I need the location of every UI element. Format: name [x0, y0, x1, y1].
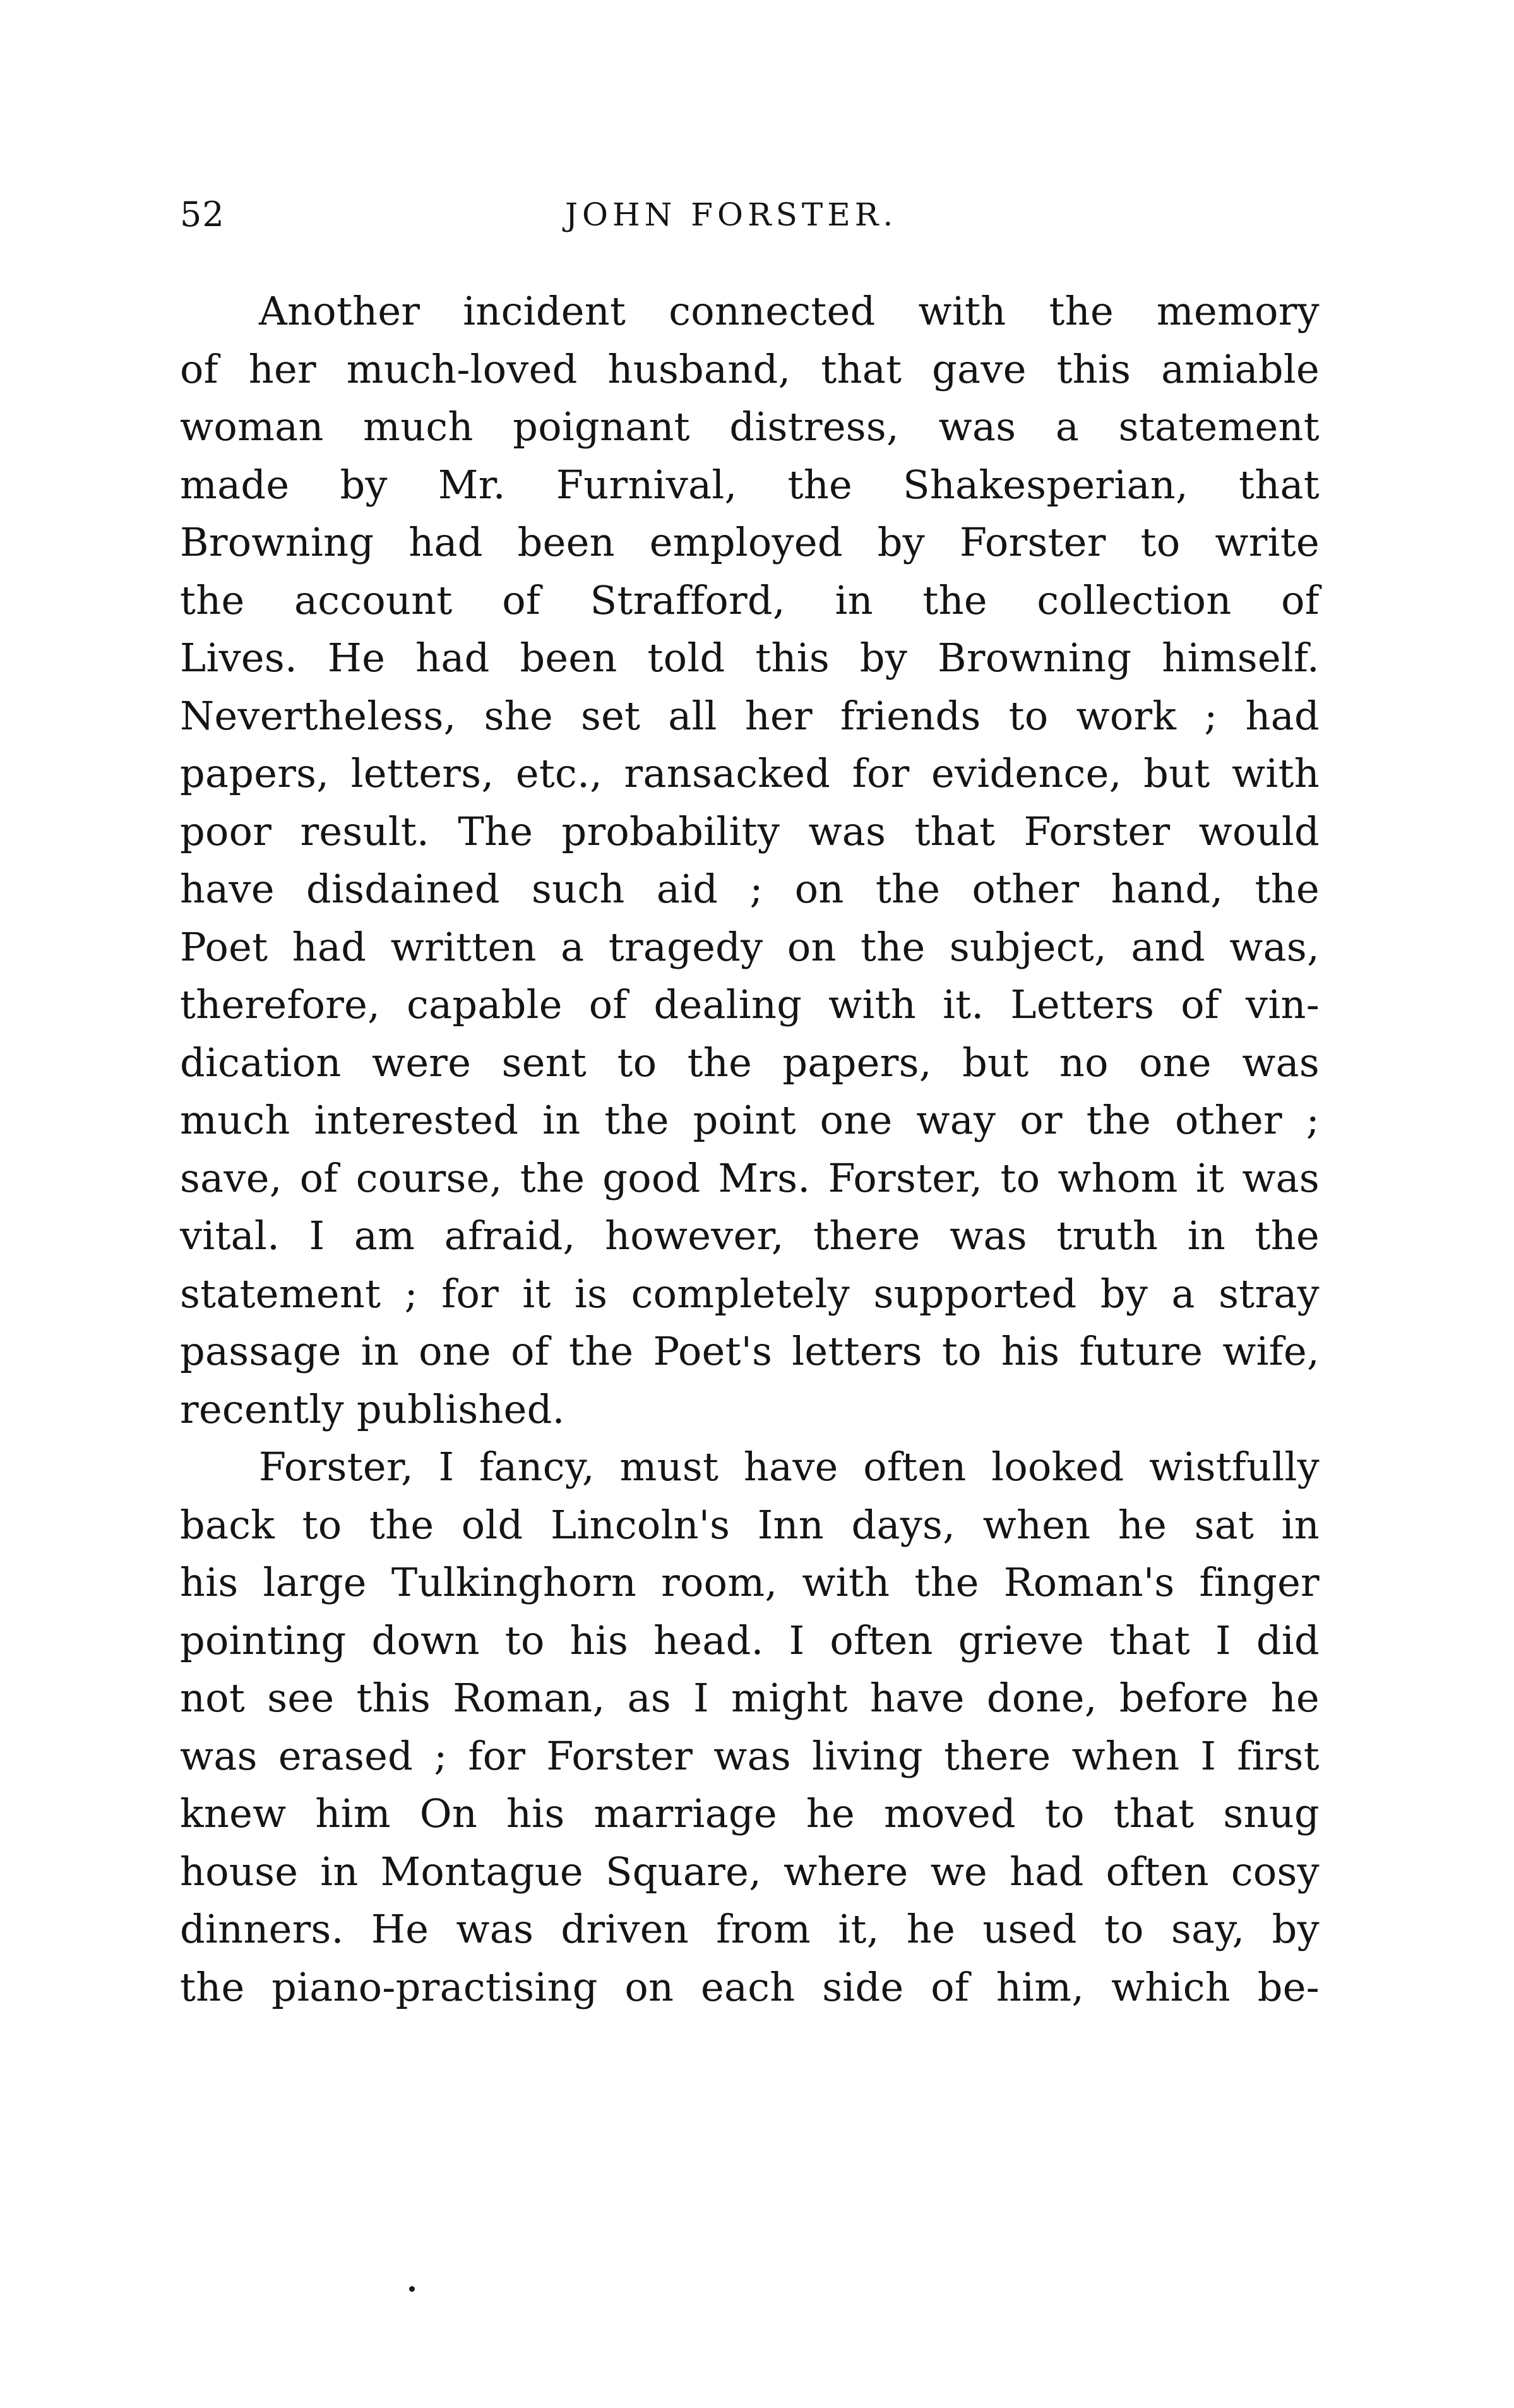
paragraph-2: [180, 1438, 1320, 2016]
text-line: much interested in the point one way or the other ;: [180, 1097, 1320, 1143]
text-line: dication were sent to the papers, but no one was: [180, 1039, 1320, 1086]
text-line: back to the old Lincoln's Inn days, when he sat in: [180, 1501, 1320, 1548]
text-line: papers, letters, etc., ransacked for evidence, but with: [180, 750, 1320, 796]
text-line: not see this Roman, as I might have done, before he: [180, 1675, 1320, 1721]
text-line: Poet had written a tragedy on the subject, and was,: [180, 923, 1320, 970]
page-number: 52: [180, 195, 225, 234]
text-line: made by Mr. Furnival, the Shakesperian, that: [180, 461, 1320, 508]
ink-speck: [409, 2286, 415, 2292]
text-line: was erased ; for Forster was living there when I first: [180, 1732, 1320, 1779]
text-line: save, of course, the good Mrs. Forster, to whom it was: [180, 1154, 1320, 1201]
text-line: woman much poignant distress, was a statement: [180, 404, 1320, 450]
text-line: house in Montague Square, where we had often cosy: [180, 1848, 1320, 1895]
text-line: have disdained such aid ; on the other hand, the: [180, 866, 1320, 912]
text-line: recently published.: [180, 1386, 565, 1432]
body-text: [180, 282, 1320, 2016]
page-header: [180, 189, 1320, 240]
text-line: knew him On his marriage he moved to that snug: [180, 1790, 1320, 1836]
running-head: JOHN FORSTER.: [565, 196, 898, 233]
text-line: statement ; for it is completely supported by a stray: [180, 1270, 1320, 1317]
text-line: of her much-loved husband, that gave this amiable: [180, 345, 1320, 392]
text-line: pointing down to his head. I often grieve that I did: [180, 1617, 1320, 1663]
text-line: dinners. He was driven from it, he used to say, by: [180, 1906, 1320, 1952]
text-line: his large Tulkinghorn room, with the Roman's finger: [180, 1559, 1320, 1605]
text-line: therefore, capable of dealing with it. Letters of vin-: [180, 981, 1320, 1027]
text-line: the account of Strafford, in the collection of: [180, 577, 1320, 623]
text-line: Browning had been employed by Forster to write: [180, 519, 1320, 565]
text-line: Lives. He had been told this by Browning himself.: [180, 635, 1320, 681]
text-line: Nevertheless, she set all her friends to work ; had: [180, 692, 1320, 739]
text-line: passage in one of the Poet's letters to his future wife,: [180, 1328, 1320, 1374]
text-line: the piano-practising on each side of him, which be-: [180, 1963, 1320, 2010]
text-line: vital. I am afraid, however, there was truth in the: [180, 1213, 1320, 1259]
text-line: poor result. The probability was that Forster would: [180, 808, 1320, 854]
text-line: Forster, I fancy, must have often looked wistfully: [259, 1444, 1320, 1490]
text-line: Another incident connected with the memory: [259, 288, 1320, 334]
paragraph-1: [180, 282, 1320, 1438]
